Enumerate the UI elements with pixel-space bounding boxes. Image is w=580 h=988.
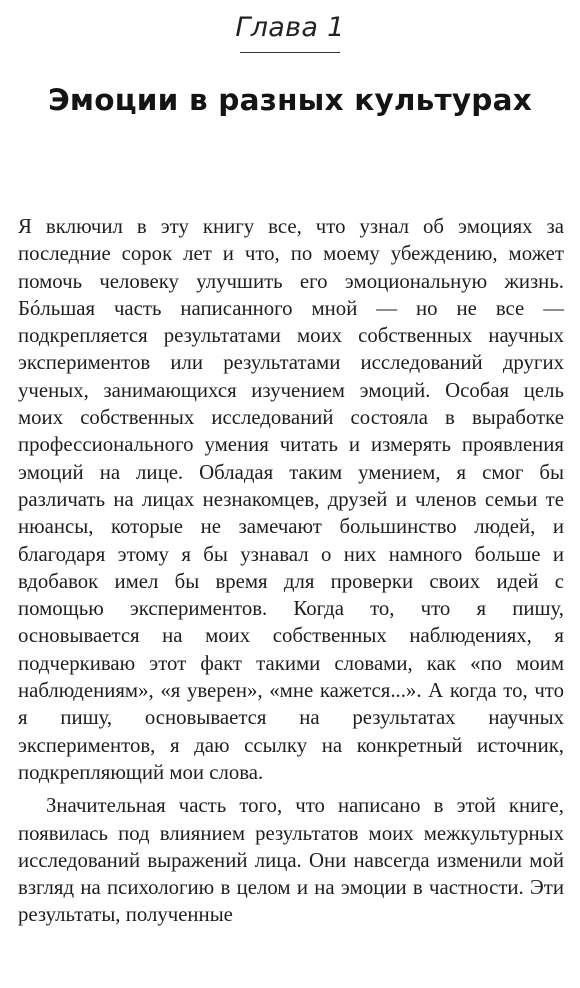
chapter-title: Эмоции в разных культурах [48,83,532,117]
paragraph-1: Я включил в эту книгу все, что узнал об эмоциях за последние сорок лет и что, по моему убеждению, может помочь человеку улучшить его эмоциональную жизнь. Бóльшая часть написанного мной — но не все — подкрепляется результатами моих собственных научных экспериментов или результатами исследований других ученых, занимающихся изучением эмоций. Особая цель моих собственных исследований состояла в выработке профессионального умения читать и измерять проявления эмоций на лице. Обладая таким умением, я смог бы различать на лицах незнакомцев, друзей и членов семьи те нюансы, которые не замечают большинство людей, и благодаря этому я бы узнавал о них намного больше и вдобавок имел бы время для проверки своих идей с помощью экспериментов. Когда то, что я пишу, основывается на моих собственных наблюдениях, я подчеркиваю этот факт такими словами, как «по моим наблюдениям», «я уверен», «мне кажется...». А когда то, что я пишу, основывается на результатах научных экспериментов, я даю ссылку на конкретный источник, подкрепляющий мои слова. [18,215,564,784]
body-text [18,213,564,929]
chapter-underline [240,52,340,53]
chapter-number: Глава 1 [235,12,345,43]
paragraph-2: Значительная часть того, что написано в этой книге, появилась под влиянием результатов моих межкультурных исследований выражений лица. Они навсегда изменили мой взгляд на психологию в целом и на эмоции в частности. Эти результаты, полученные [18,794,564,927]
